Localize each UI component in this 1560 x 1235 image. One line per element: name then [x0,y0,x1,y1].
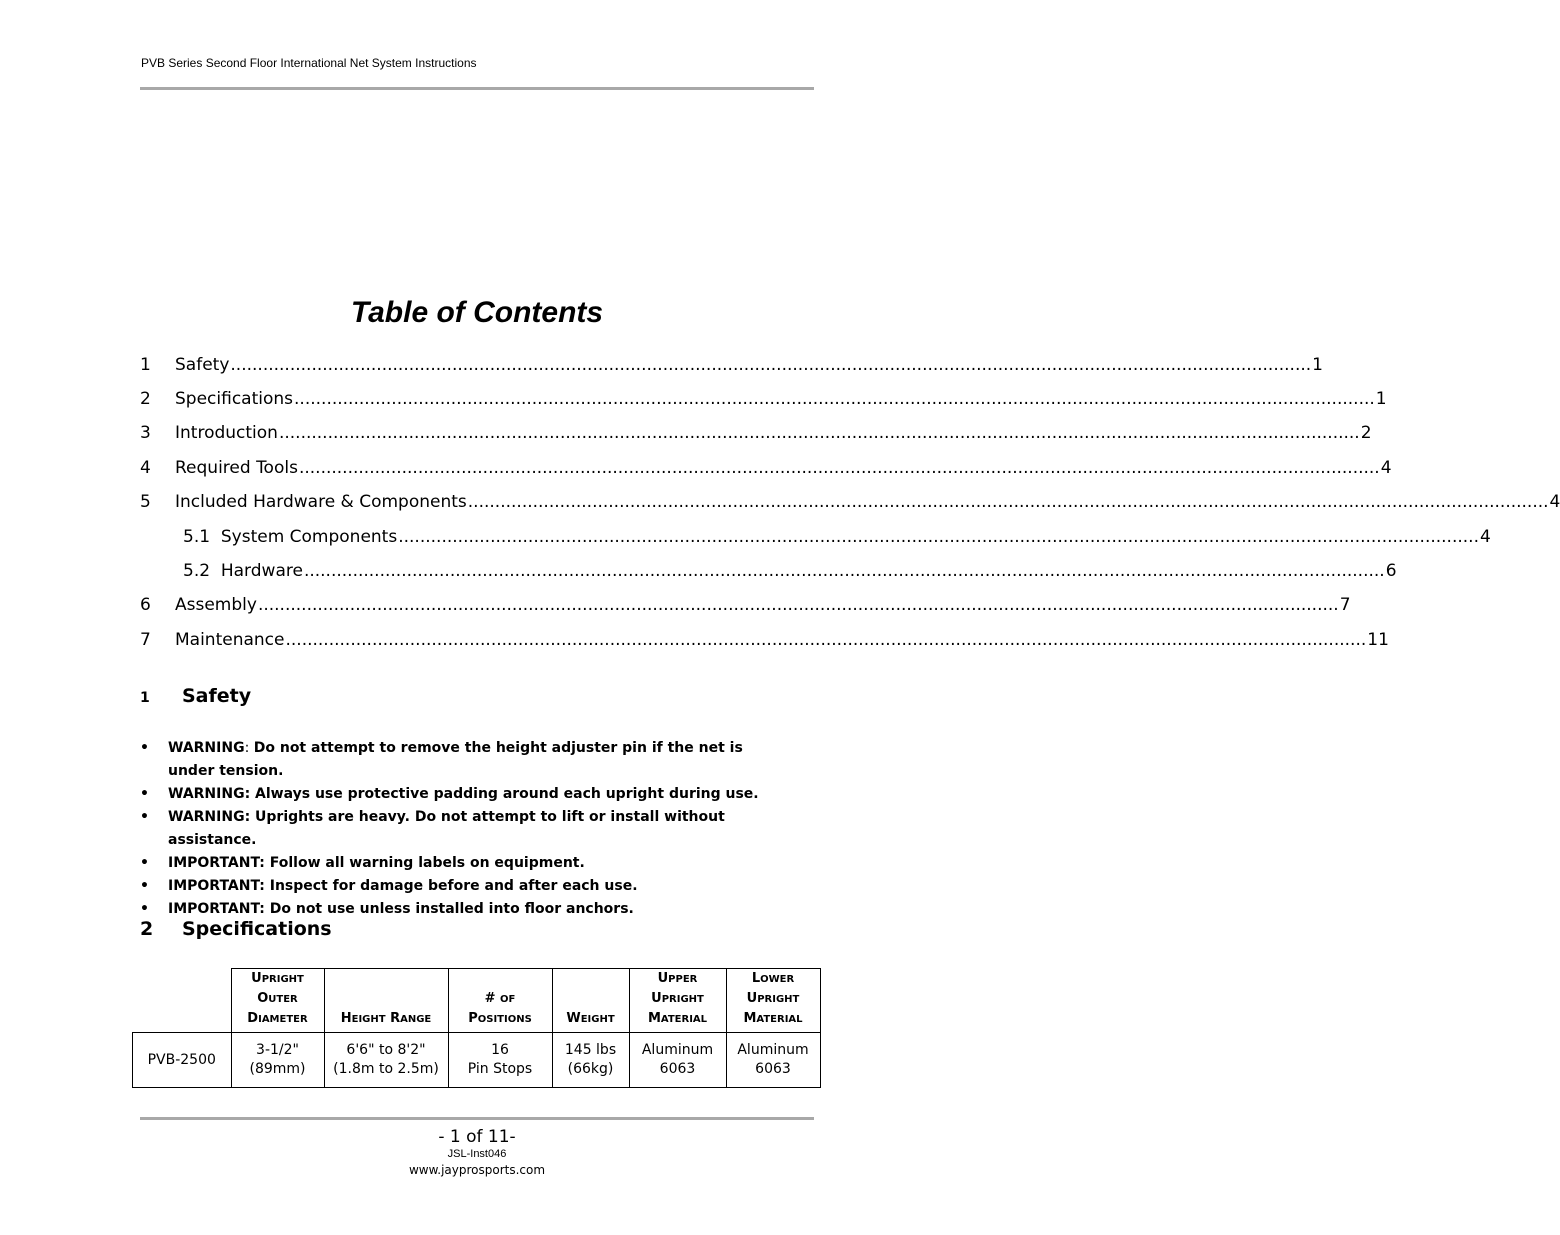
cell-line: (89mm) [249,1061,306,1077]
toc-leader-dots: ........................................................................................................................................................................................................ [278,423,1360,443]
header-line: # OF [484,991,516,1006]
page-number: - 1 of 11- [438,1127,516,1147]
cell-line: 16 [491,1042,509,1058]
cell-line: Aluminum [737,1042,809,1058]
safety-list [140,737,780,921]
toc-leader-dots: ........................................................................................................................................................................................................ [257,595,1339,615]
header-cell-height-range [324,969,448,1033]
cell-line: 6'6" to 8'2" [346,1042,426,1058]
warning-text: Follow all warning labels on equipment. [269,855,585,871]
toc-leader-dots: ........................................................................................................................................................................................................ [230,355,1312,375]
table-cell-weight [552,1033,629,1088]
header-cell-weight [552,969,629,1033]
specifications-table [132,968,821,1088]
header-line: DIAMETER [247,1011,308,1026]
toc-entry-safety[interactable] [140,355,1323,381]
table-cell-upper-material [629,1033,726,1088]
table-row [133,1033,821,1088]
toc-leader-dots: ........................................................................................................................................................................................................ [467,492,1549,512]
toc-entry-page: 4 [1479,527,1491,547]
cell-line: 145 lbs [564,1042,617,1058]
warning-separator: : [244,740,254,756]
table-header-row [133,969,821,1033]
toc-title: Table of Contents [350,296,604,329]
header-cell-blank [133,969,232,1033]
warning-text: Always use protective padding around each upright during use. [255,786,759,802]
toc-entry-hardware[interactable] [140,561,1397,587]
toc-leader-dots: ........................................................................................................................................................................................................ [303,561,1385,581]
toc-leader-dots: ........................................................................................................................................................................................................ [398,527,1479,547]
warning-text: Inspect for damage before and after each use. [269,878,638,894]
header-cell-outer-diameter [231,969,324,1033]
toc-entry-label [183,561,303,581]
header-line: WEIGHT [566,1011,615,1026]
header-cell-upper-material [629,969,726,1033]
header-line: MATERIAL [743,1011,803,1026]
list-item [140,875,780,898]
section-number: 2 [140,918,154,940]
warning-text: Do not attempt to remove the height adjuster pin if the net is under tension. [168,740,743,779]
toc-entry-page: 1 [1375,389,1387,409]
header-line: POSITIONS [468,1011,532,1026]
toc-entry-number: 4 [140,458,151,478]
list-item [140,783,780,806]
document-id: JSL-Inst046 [447,1148,507,1160]
bullet-icon: • [140,901,149,917]
toc-entry-number: 7 [140,630,151,650]
warning-lead: IMPORTANT: [168,855,265,871]
toc-entry-system-components[interactable] [140,527,1491,553]
footer-rule [140,1117,814,1120]
section-title: Specifications [182,918,332,940]
header-cell-positions [448,969,552,1033]
cell-line: (1.8m to 2.5m) [333,1061,439,1077]
toc-leader-dots: ........................................................................................................................................................................................................ [285,630,1367,650]
table-cell-model: PVB-2500 [133,1033,232,1088]
cell-line: 6063 [659,1061,696,1077]
header-line: OUTER [257,991,298,1006]
warning-lead: WARNING [168,740,245,756]
table-cell-outer-diameter [231,1033,324,1088]
toc-entry-number: 5 [140,492,151,512]
bullet-icon: • [140,809,149,825]
toc-entry-required-tools[interactable] [140,458,1392,484]
toc-entry-number: 6 [140,595,151,615]
cell-line: (66kg) [567,1061,614,1077]
toc-entry-text: Hardware [220,561,303,581]
toc-entry-assembly[interactable] [140,595,1351,621]
header-line: UPRIGHT [651,991,704,1006]
cell-line: Aluminum [641,1042,714,1058]
section-number: 1 [140,690,150,706]
toc-entry-page: 4 [1549,492,1560,512]
toc-entry-label: Maintenance [175,630,285,650]
toc-entry-specifications[interactable] [140,389,1387,415]
table-cell-lower-material [726,1033,820,1088]
list-item [140,852,780,875]
toc-entry-page: 1 [1312,355,1323,375]
header-line: HEIGHT RANGE [340,1011,432,1026]
cell-line: 3-1/2" [256,1042,299,1058]
toc-entry-label: Specifications [175,389,294,409]
toc-entry-page: 11 [1367,630,1389,650]
section-title: Safety [182,685,252,707]
cell-line: Pin Stops [467,1061,533,1077]
bullet-icon: • [140,740,149,756]
bullet-icon: • [140,786,149,802]
warning-lead: IMPORTANT: [168,878,265,894]
toc-entry-label: Assembly [175,595,257,615]
toc-entry-label: Included Hardware & Components [175,492,467,512]
toc-entry-number: 2 [140,389,151,409]
list-item [140,737,780,783]
toc-entry-text: System Components [220,527,398,547]
footer-url-link[interactable]: www.jayprosports.com [408,1163,546,1177]
toc-entry-number: 5.2 [183,561,211,581]
toc-entry-number: 5.1 [183,527,211,547]
cell-line: 6063 [755,1061,791,1077]
toc-entry-page: 6 [1385,561,1397,581]
warning-text: Uprights are heavy. Do not attempt to lift or install without assistance. [168,809,725,848]
toc-entry-page: 7 [1339,595,1351,615]
toc-entry-label: Safety [175,355,230,375]
section-heading-specifications [140,918,332,940]
toc-entry-label: Required Tools [175,458,298,478]
toc-entry-number: 1 [140,355,151,375]
toc-entry-hardware-components[interactable] [140,492,1560,518]
toc-entry-label: Introduction [175,423,278,443]
toc-entry-page: 2 [1360,423,1372,443]
warning-lead: WARNING: [168,786,251,802]
table-cell-height-range [324,1033,448,1088]
section-heading-safety [140,685,251,707]
header-line: UPRIGHT [251,971,304,986]
header-line: MATERIAL [647,1011,708,1026]
warning-lead: WARNING: [168,809,251,825]
header-rule [140,87,814,90]
bullet-icon: • [140,855,149,871]
toc-entry-label [183,527,397,547]
toc-entry-page: 4 [1380,458,1392,478]
toc-entry-introduction[interactable] [140,423,1372,449]
table-cell-positions [448,1033,552,1088]
toc-entry-number: 3 [140,423,151,443]
toc-leader-dots: ........................................................................................................................................................................................................ [294,389,1375,409]
toc-entry-maintenance[interactable] [140,630,1389,656]
page-header-text: PVB Series Second Floor International Net System Instructions [141,56,477,70]
warning-lead: IMPORTANT: [168,901,265,917]
bullet-icon: • [140,878,149,894]
warning-text: Do not use unless installed into floor anchors. [269,901,634,917]
toc-leader-dots: ........................................................................................................................................................................................................ [298,458,1380,478]
list-item [140,806,780,852]
header-line: UPPER [657,971,698,986]
header-line: UPRIGHT [746,991,800,1006]
header-cell-lower-material [726,969,820,1033]
header-line: LOWER [751,971,795,986]
